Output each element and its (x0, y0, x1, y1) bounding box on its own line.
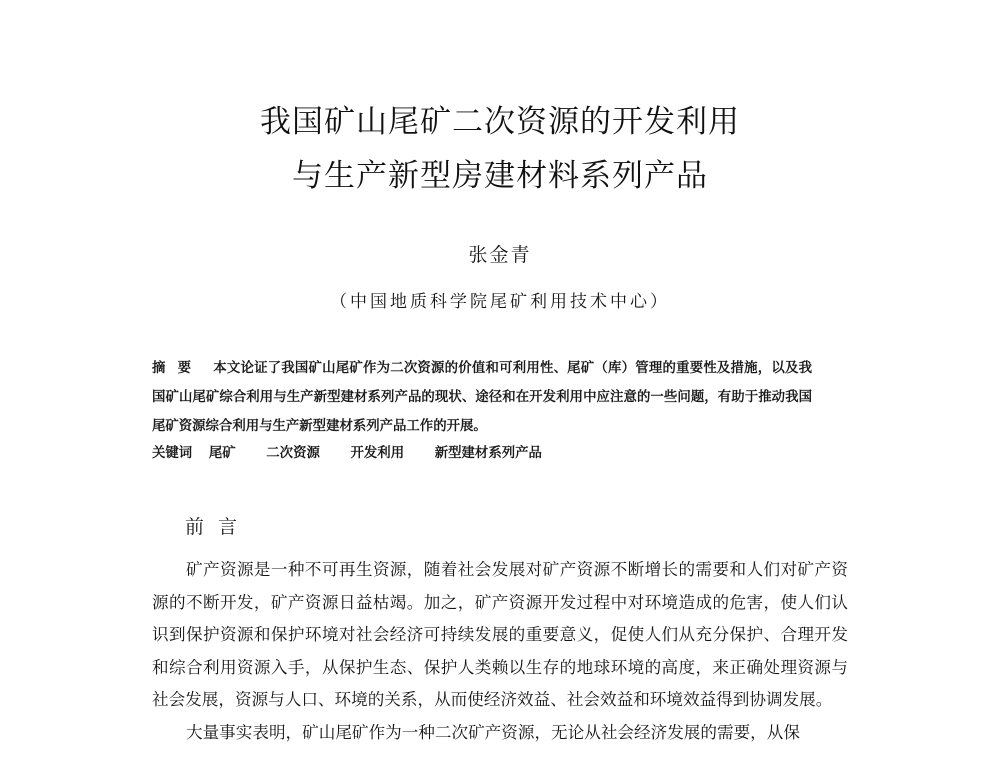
body-text (152, 554, 848, 749)
keywords (152, 442, 568, 461)
abstract-label: 摘要 (152, 361, 204, 376)
body-paragraph-2: 大量事实表明，矿山尾矿作为一种二次矿产资源，无论从社会经济发展的需要，从保 (186, 722, 800, 742)
paper-title-line-2: 与生产新型房建材料系列产品 (292, 158, 708, 194)
abstract (152, 354, 812, 441)
keyword-1: 尾矿 (208, 446, 236, 461)
keyword-4: 新型建材系列产品 (434, 446, 542, 461)
body-paragraph-1: 矿产资源是一种不可再生资源，随着社会发展对矿产资源不断增长的需要和人们对矿产资源的不断开发，矿产资源日益枯竭。加之，矿产资源开发过程中对环境造成的危害，使人们认识到保护资源和保护环境对社会经济可持续发展的重要意义，促使人们从充分保护、合理开发和综合利用资源入手，从保护生态、保护人类赖以生存的地球环境的高度，来正确处理资源与社会发展，资源与人口、环境的关系，从而使经济效益、社会效益和环境效益得到协调发展。 (152, 560, 848, 709)
abstract-text: 本文论证了我国矿山尾矿作为二次资源的价值和可利用性、尾矿（库）管理的重要性及措施，以及我国矿山尾矿综合利用与生产新型建材系列产品的现状、途径和在开发利用中应注意的一些问题，有助于推动我国尾矿资源综合利用与生产新型建材系列产品工作的开展。 (152, 361, 813, 434)
keyword-2: 二次资源 (266, 446, 320, 461)
keyword-3: 开发利用 (350, 446, 405, 461)
paper-title-line-1: 我国矿山尾矿二次资源的开发利用 (260, 104, 740, 140)
keywords-label: 关键词 (152, 446, 193, 461)
author-affiliation: （中国地质科学院尾矿利用技术中心） (330, 292, 670, 312)
author-name: 张金青 (468, 244, 532, 266)
section-heading-preface: 前言 (185, 516, 252, 538)
